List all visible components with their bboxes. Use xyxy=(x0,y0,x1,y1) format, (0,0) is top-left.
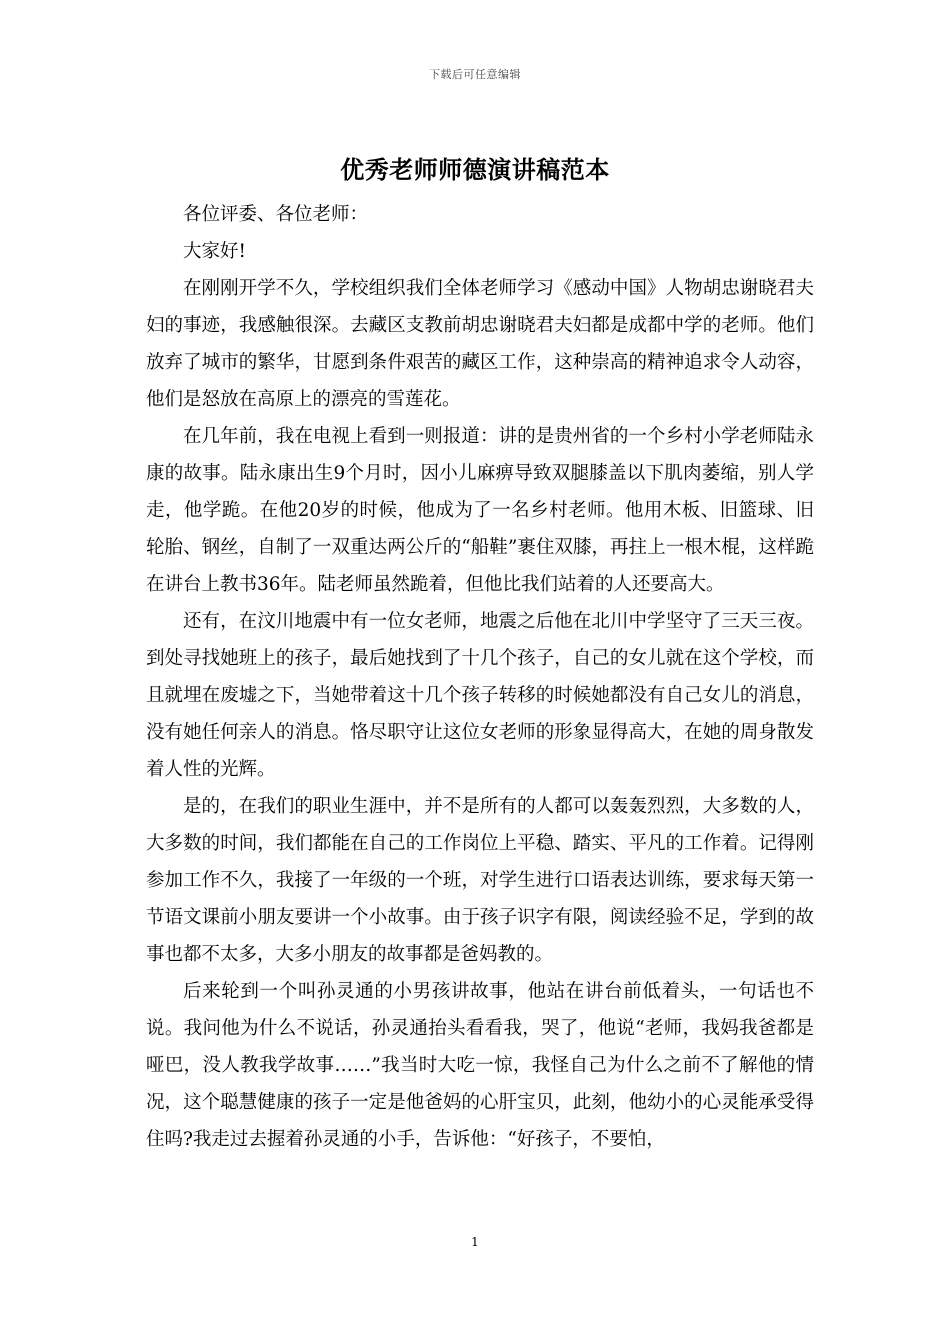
salutation: 各位评委、各位老师： xyxy=(183,204,369,225)
body-paragraph: 在几年前，我在电视上看到一则报道：讲的是贵州省的一个乡村小学老师陆永康的故事。陆永康出生9个月时，因小儿麻痹导致双腿膝盖以下肌肉萎缩，别人学走，他学跪。在他20岁的时候，他成为了一名乡村老师。他用木板、旧篮球、旧轮胎、钢丝，自制了一双重达两公斤的“船鞋”裹住双膝，再拄上一根木棍，这样跪在讲台上教书36年。陆老师虽然跪着，但他比我们站着的人还要高大。 xyxy=(146,426,814,595)
body-paragraph: 后来轮到一个叫孙灵通的小男孩讲故事，他站在讲台前低着头，一句话也不说。我问他为什么不说话，孙灵通抬头看看我，哭了，他说“老师，我妈我爸都是哑巴，没人教我学故事……”我当时大吃一惊，我怪自己为什么之前不了解他的情况，这个聪慧健康的孩子一定是他爸妈的心肝宝贝，此刻，他幼小的心灵能承受得住吗?我走过去握着孙灵通的小手，告诉他：“好孩子，不要怕， xyxy=(146,981,814,1150)
greeting: 大家好! xyxy=(183,241,246,262)
body-paragraph: 是的，在我们的职业生涯中，并不是所有的人都可以轰轰烈烈，大多数的人，大多数的时间，我们都能在自己的工作岗位上平稳、踏实、平凡的工作着。记得刚参加工作不久，我接了一年级的一个班，对学生进行口语表达训练，要求每天第一节语文课前小朋友要讲一个小故事。由于孩子识字有限，阅读经验不足，学到的故事也都不太多，大多小朋友的故事都是爸妈教的。 xyxy=(146,796,814,965)
document-title: 优秀老师师德演讲稿范本 xyxy=(340,155,610,184)
body-paragraph: 在刚刚开学不久，学校组织我们全体老师学习《感动中国》人物胡忠谢晓君夫妇的事迹，我感触很深。去藏区支教前胡忠谢晓君夫妇都是成都中学的老师。他们放弃了城市的繁华，甘愿到条件艰苦的藏区工作，这种崇高的精神追求令人动容，他们是怒放在高原上的漂亮的雪莲花。 xyxy=(146,278,814,410)
document-body xyxy=(146,196,814,1158)
page-number: 1 xyxy=(471,1235,479,1249)
header-note: 下载后可任意编辑 xyxy=(429,68,521,81)
body-paragraph: 还有，在汶川地震中有一位女老师，地震之后他在北川中学坚守了三天三夜。到处寻找她班上的孩子，最后她找到了十几个孩子，自己的女儿就在这个学校，而且就埋在废墟之下，当她带着这十几个孩子转移的时候她都没有自己女儿的消息，没有她任何亲人的消息。恪尽职守让这位女老师的形象显得高大，在她的周身散发着人性的光辉。 xyxy=(146,611,814,780)
